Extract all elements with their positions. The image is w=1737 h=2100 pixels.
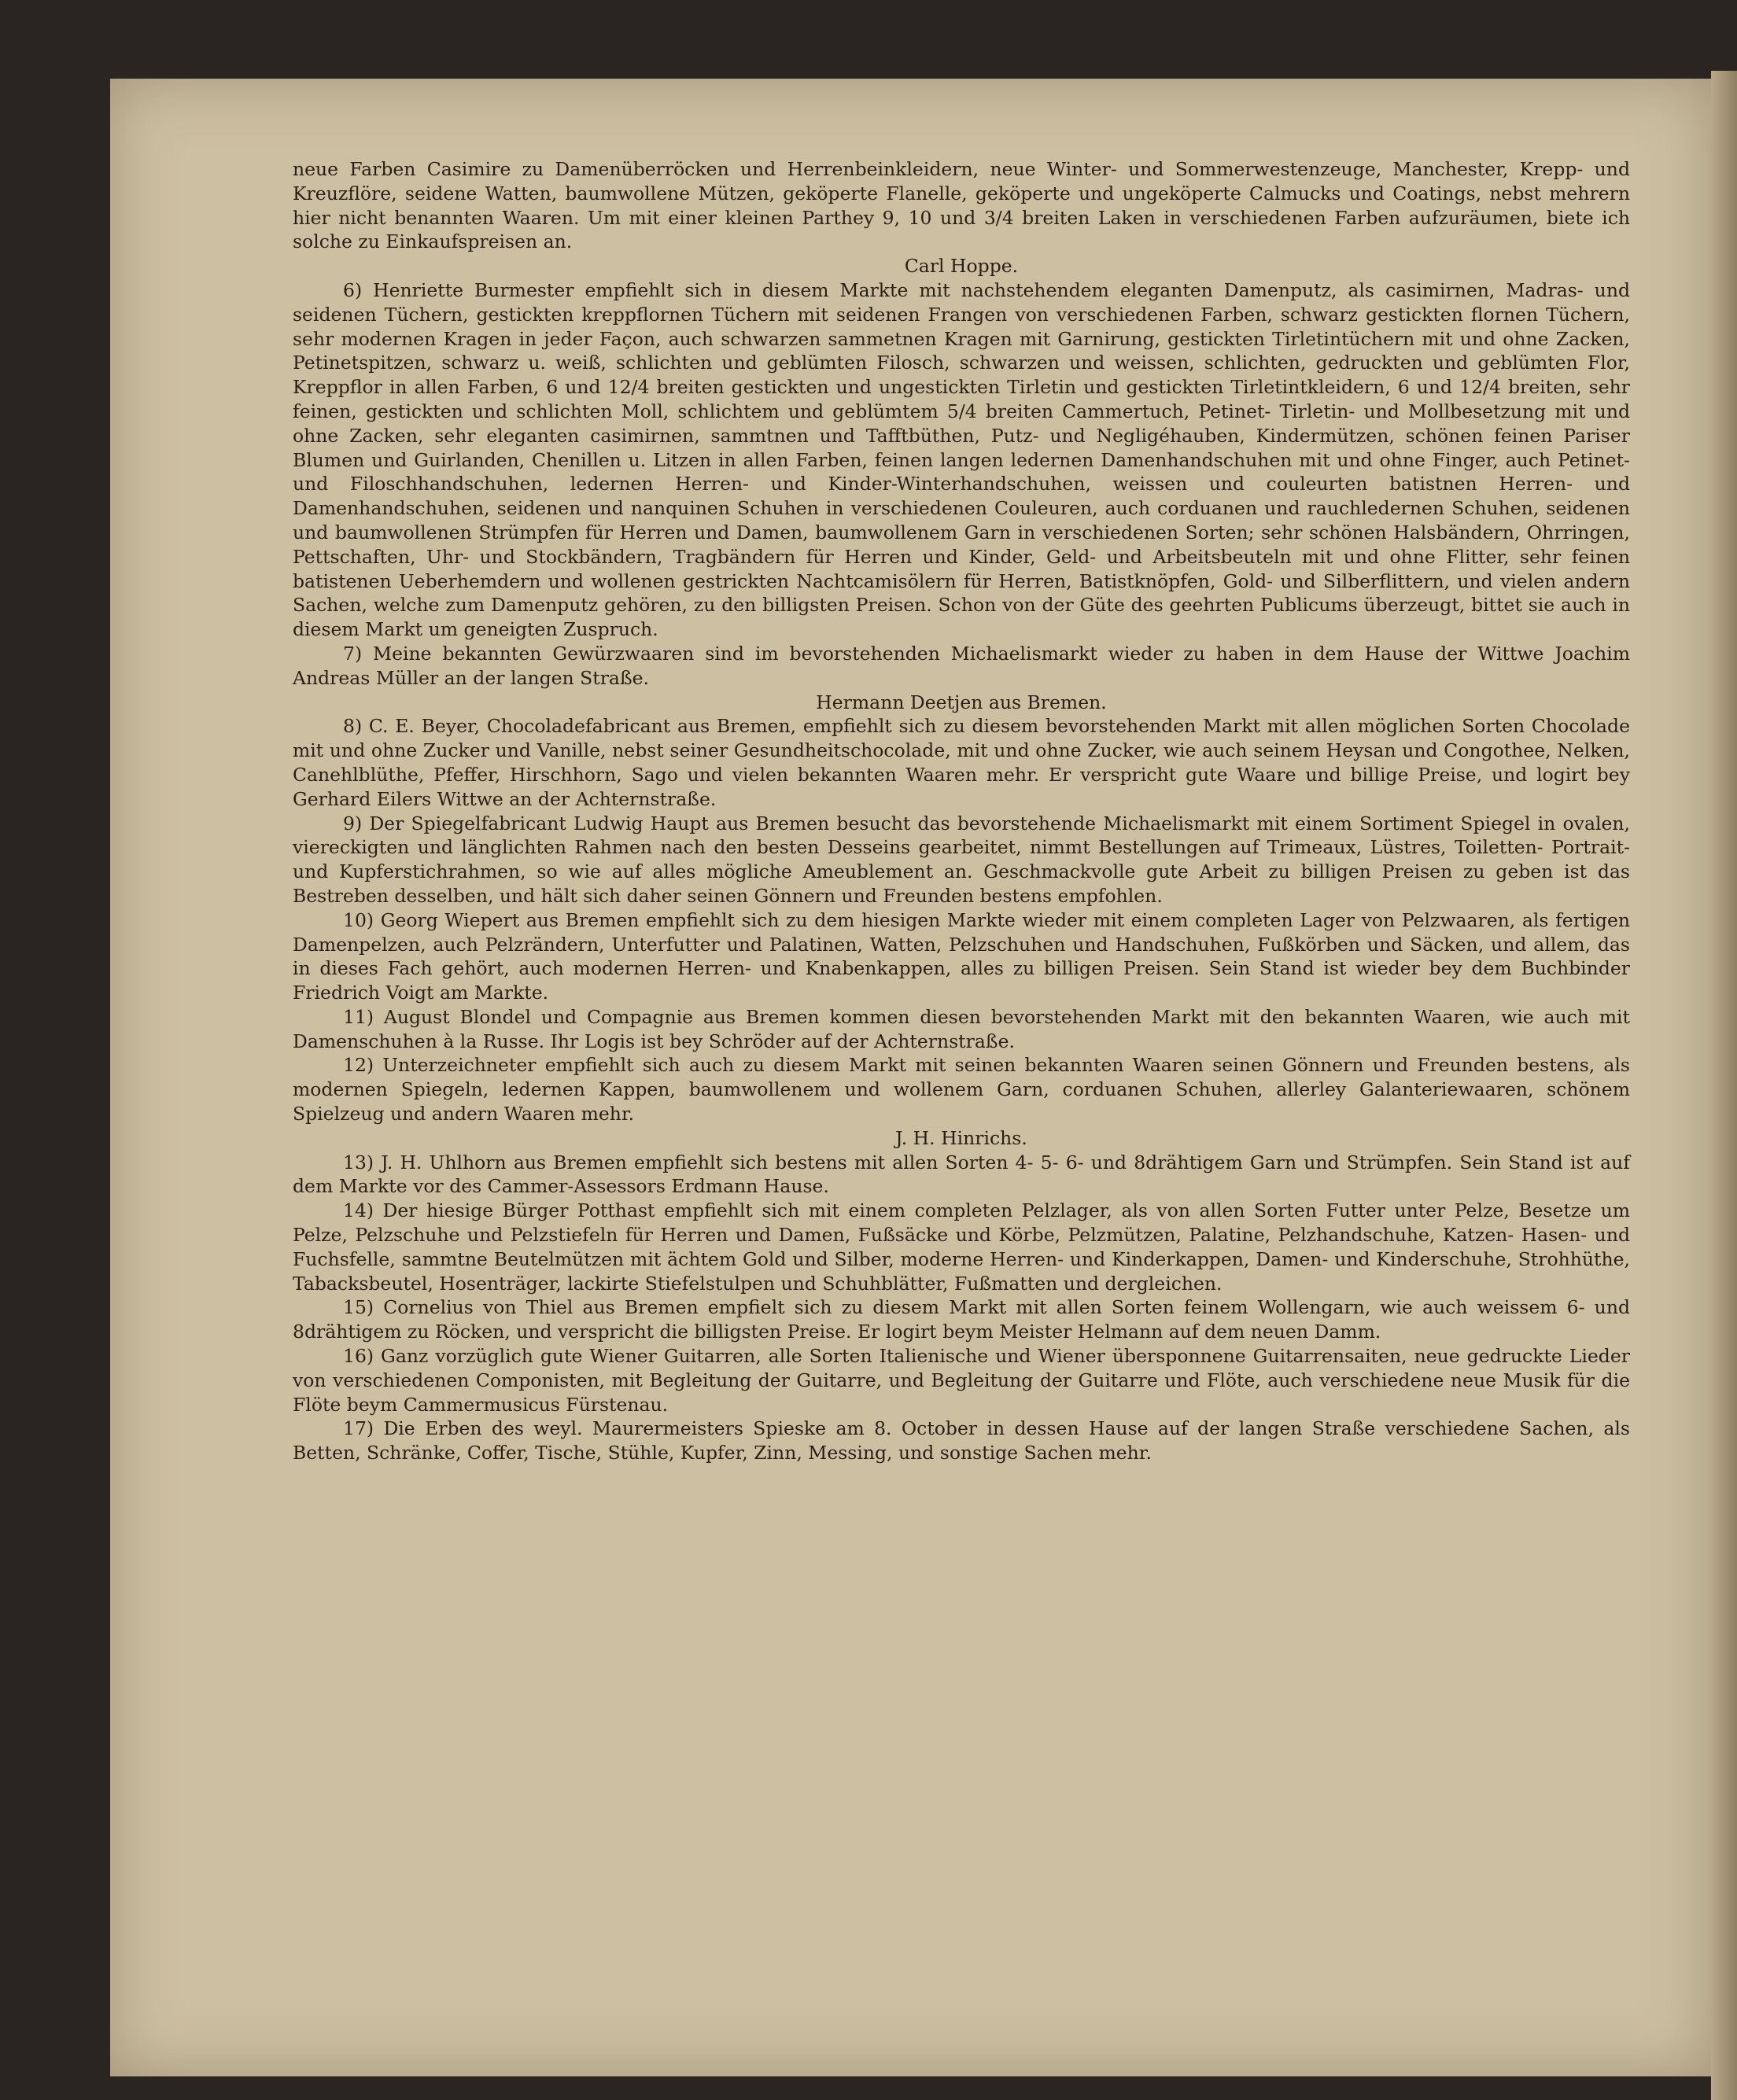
ad-entry: 6) Henriette Burmester empfiehlt sich in diesem Markte mit nachstehendem eleganten Damenputz, als casimirnen, Madras- und seidenen Tüchern, gestickten kreppflornen Tüchern mit seidenen Frangen von verschiedenen Farben, schwarz gestickten flornen Tüchern, sehr modernen Kragen in jeder Façon, auch schwarzen sammetnen Kragen mit Garnirung, gestickten Tirletintüchern mit und ohne Zacken, Petinetspitzen, schwarz u. weiß, schlichten und geblümten Filosch, schwarzen und weissen, schlichten, gedruckten und geblümten Flor, Kreppflor in allen Farben, 6 und 12/4 breiten gestickten und ungestickten Tirletin und gestickten Tirletintkleidern, 6 und 12/4 breiten, sehr feinen, gestickten und schlichten Moll, schlichtem und geblümtem 5/4 breiten Cammertuch, Petinet- Tirletin- und Mollbesetzung mit und ohne Zacken, sehr eleganten casimirnen, sammtnen und Tafftbüthen, Putz- und Negligéhauben, Kindermützen, schönen feinen Pariser Blumen und Guirlanden, Chenillen u. Litzen in allen Farben, feinen langen ledernen Damenhandschuhen mit und ohne Finger, auch Petinet- und Filoschhandschuhen, ledernen Herren- und Kinder-Winterhandschuhen, weissen und couleurten batistnen Herren- und Damenhandschuhen, seidenen und nanquinen Schuhen in verschiedenen Couleuren, auch corduanen und rauchledernen Schuhen, seidenen und baumwollenen Strümpfen für Herren und Damen, baumwollenem Garn in verschiedenen Sorten; sehr schönen Halsbändern, Ohrringen, Pettschaften, Uhr- und Stockbändern, Tragbändern für Herren und Kinder, Geld- und Arbeitsbeuteln mit und ohne Flitter, sehr feinen batistenen Ueberhemdern und wollenen gestrickten Nachtcamisölern für Herren, Batistknöpfen, Gold- und Silberflittern, und vielen andern Sachen, welche zum Damenputz gehören, zu den billigsten Preisen. Schon von der Güte des geehrten Publicums überzeugt, bittet sie auch in diesem Markt um geneigten Zuspruch. <box>293 278 1630 641</box>
book-spine <box>1711 71 1737 2100</box>
ad-entry: 14) Der hiesige Bürger Potthast empfiehlt sich mit einem completen Pelzlager, als von allen Sorten Futter unter Pelze, Besetze um Pelze, Pelzschuhe und Pelzstiefeln für Herren und Damen, Fußsäcke und Körbe, Pelzmützen, Palatine, Pelzhandschuhe, Katzen- Hasen- und Fuchsfelle, sammtne Beutelmützen mit ächtem Gold und Silber, moderne Herren- und Kinderkappen, Damen- und Kinderschuhe, Strohhüthe, Tabacksbeutel, Hosenträger, lackirte Stiefelstulpen und Schuhblätter, Fußmatten und dergleichen. <box>293 1199 1630 1295</box>
signature: J. H. Hinrichs. <box>895 1126 1027 1149</box>
ad-entry: 7) Meine bekannten Gewürzwaaren sind im bevorstehenden Michaelismarkt wieder zu haben in dem Hause der Wittwe Joachim Andreas Müller an der langen Straße. <box>293 642 1630 689</box>
ad-entry: 17) Die Erben des weyl. Maurermeisters Spieske am 8. October in dessen Hause auf der langen Straße verschiedene Sachen, als Betten, Schränke, Coffer, Tische, Stühle, Kupfer, Zinn, Messing, und sonstige Sachen mehr. <box>293 1417 1630 1464</box>
ad-entry: 8) C. E. Beyer, Chocoladefabricant aus Bremen, empfiehlt sich zu diesem bevorstehenden Markt mit allen möglichen Sorten Chocolade mit und ohne Zucker und Vanille, nebst seiner Gesundheitschocolade, mit und ohne Zucker, wie auch seinem Heysan und Congothee, Nelken, Canehlblüthe, Pfeffer, Hirschhorn, Sago und vielen bekannten Waaren mehr. Er verspricht gute Waare und billige Preise, und logirt bey Gerhard Eilers Wittwe an der Achternstraße. <box>293 715 1630 810</box>
ad-entry: 11) August Blondel und Compagnie aus Bremen kommen diesen bevorstehenden Markt mit den bekannten Waaren, wie auch mit Damenschuhen à la Russe. Ihr Logis ist bey Schröder auf der Achternstraße. <box>293 1005 1630 1052</box>
signature: Hermann Deetjen aus Bremen. <box>816 691 1107 713</box>
ad-entry: 13) J. H. Uhlhorn aus Bremen empfiehlt sich bestens mit allen Sorten 4- 5- 6- und 8drähtigem Garn und Strümpfen. Sein Stand ist auf dem Markte vor des Cammer-Assessors Erdmann Hause. <box>293 1151 1630 1198</box>
ad-entry: 12) Unterzeichneter empfiehlt sich auch zu diesem Markt mit seinen bekannten Waaren seinen Gönnern und Freunden bestens, als modernen Spiegeln, ledernen Kappen, baumwollenem und wollenem Garn, corduanen Schuhen, allerley Galanteriewaaren, schönem Spielzeug und andern Waaren mehr. <box>293 1054 1630 1126</box>
advertisement-column <box>293 157 1630 1465</box>
ad-entry: 16) Ganz vorzüglich gute Wiener Guitarren, alle Sorten Italienische und Wiener übersponnene Guitarrensaiten, neue gedruckte Lieder von verschiedenen Componisten, mit Begleitung der Guitarre, und Begleitung der Guitarre und Flöte, auch verschiedene neue Musik für die Flöte beym Cammermusicus Fürstenau. <box>293 1345 1630 1416</box>
ad-continuation: neue Farben Casimire zu Damenüberröcken und Herrenbeinkleidern, neue Winter- und Sommerwestenzeuge, Manchester, Krepp- und Kreuzflöre, seidene Watten, baumwollene Mützen, geköperte Flanelle, geköperte und ungeköperte Calmucks und Coatings, nebst mehrern hier nicht benannten Waaren. Um mit einer kleinen Parthey 9, 10 und 3/4 breiten Laken in verschiedenen Farben aufzuräumen, biete ich solche zu Einkaufspreisen an. <box>293 158 1630 253</box>
ad-entry: 10) Georg Wiepert aus Bremen empfiehlt sich zu dem hiesigen Markte wieder mit einem completen Lager von Pelzwaaren, als fertigen Damenpelzen, auch Pelzrändern, Unterfutter und Palatinen, Watten, Pelzschuhen und Handschuhen, Fußkörben und Säcken, und allem, das in dieses Fach gehört, auch modernen Herren- und Knabenkappen, alles zu billigen Preisen. Sein Stand ist wieder bey dem Buchbinder Friedrich Voigt am Markte. <box>293 908 1630 1004</box>
ad-entry: 15) Cornelius von Thiel aus Bremen empfielt sich zu diesem Markt mit allen Sorten feinem Wollengarn, wie auch weissem 6- und 8drähtigem zu Röcken, und verspricht die billigsten Preise. Er logirt beym Meister Helmann auf dem neuen Damm. <box>293 1296 1630 1343</box>
ad-entry: 9) Der Spiegelfabricant Ludwig Haupt aus Bremen besucht das bevorstehende Michaelismarkt mit einem Sortiment Spiegel in ovalen, viereckigten und länglichten Rahmen nach den besten Desseins gearbeitet, nimmt Bestellungen auf Trimeaux, Lüstres, Toiletten- Portrait- und Kupferstichrahmen, so wie auf alles mögliche Ameublement an. Geschmackvolle gute Arbeit zu billigen Preisen zu geben ist das Bestreben desselben, und hält sich daher seinen Gönnern und Freunden bestens empfohlen. <box>293 812 1630 907</box>
signature: Carl Hoppe. <box>904 255 1019 278</box>
